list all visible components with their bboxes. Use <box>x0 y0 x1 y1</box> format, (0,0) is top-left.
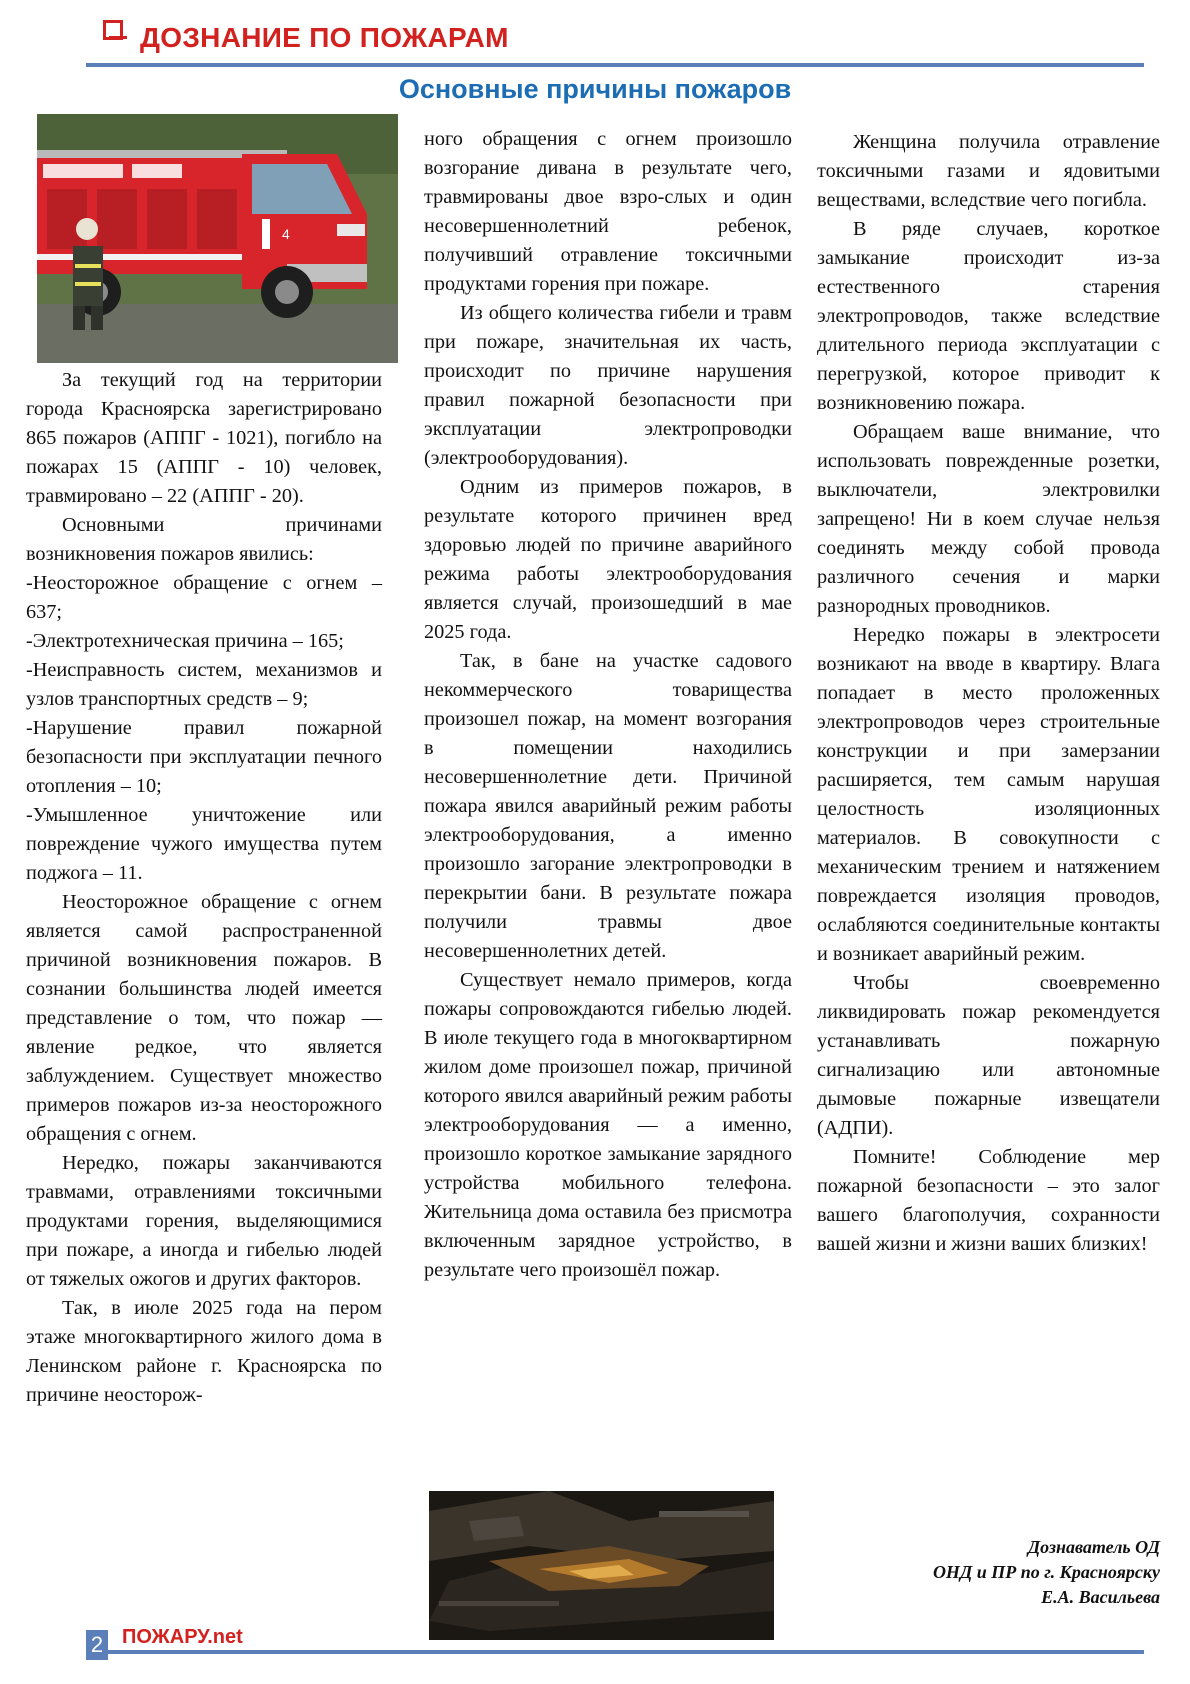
paragraph: Нередко, пожары заканчиваются травмами, отравлениями токсичными продуктами горения, выделяющимися при пожаре, а иногда и гибелью людей от тяжелых ожогов и других факторов. <box>26 1152 382 1290</box>
paragraph: Неосторожное обращение с огнем является самой распространенной причиной возникновения пожаров. В сознании большинства людей имеется представление о том, что пожар — явление редкое, что является заблуждением. Существует множество примеров пожаров из-за неосторожного обращения с огнем. <box>26 891 382 1145</box>
section-title: ДОЗНАНИЕ ПО ПОЖАРАМ <box>140 22 509 53</box>
text-column-3 <box>817 128 1160 1259</box>
footer-divider <box>108 1650 1144 1654</box>
svg-text:4: 4 <box>282 226 290 242</box>
paragraph: Помните! Соблюдение мер пожарной безопасности – это залог вашего благополучия, сохранности вашей жизни и жизни ваших близких! <box>817 1146 1160 1255</box>
author-signature <box>830 1535 1160 1610</box>
paragraph: ного обращения с огнем произошло возгорание дивана в результате чего, травмированы двое взро-слых и один несовершеннолетний ребенок, получивший отравление токсичными продуктами горения при пожаре. <box>424 128 792 295</box>
paragraph: Существует немало примеров, когда пожары сопровождаются гибелью людей. В июле текущего года в многоквартирном жилом доме произошел пожар, причиной которого явился аварийный режим работы электрооборудования — а именно, произошло короткое замыкание зарядного устройства мобильного телефона. Жительница дома оставила без присмотра включенным зарядное устройство, в результате чего произошёл пожар. <box>424 969 792 1281</box>
paragraph: Нередко пожары в электросети возникают на вводе в квартиру. Влага попадает в место проложенных электропроводов через строительные конструкции и при замерзании расширяется, тем самым нарушая целостность изоляционных материалов. В совокупности с механическим трением и натяжением повреждается изоляция проводов, ослабляются соединительные контакты и возникает аварийный режим. <box>817 624 1160 965</box>
paragraph-causes-intro: Основными причинами возникновения пожаров явились: <box>26 514 382 565</box>
list-item: -Электротехническая причина – 165; <box>26 630 344 652</box>
author-position: Дознаватель ОД <box>1027 1537 1160 1557</box>
burned-ceiling-photo <box>429 1491 774 1640</box>
paragraph: Одним из примеров пожаров, в результате которого причинен вред здоровью людей по причине аварийного режима работы электрооборудования является случай, произошедший в мае 2025 года. <box>424 476 792 643</box>
header-divider <box>86 63 1144 67</box>
list-item: -Неосторожное обращение с огнем – 637; <box>26 572 382 623</box>
article-heading: Основные причины пожаров <box>398 74 792 104</box>
paragraph: Женщина получила отравление токсичными газами и ядовитыми веществами, вследствие чего погибла. <box>817 131 1160 211</box>
text-column-1 <box>26 366 382 1410</box>
checkbox-bullet-icon <box>103 20 123 40</box>
fire-truck-photo <box>37 114 398 363</box>
paragraph-statistics: За текущий год на территории города Красноярска зарегистрировано 865 пожаров (АППГ - 1021), погибло на пожарах 15 (АППГ - 10) человек, травмировано – 22 (АППГ - 20). <box>26 369 382 507</box>
paragraph: Так, в июле 2025 года на пером этаже многоквартирного жилого дома в Ленинском районе г. Красноярска по причине неосторож- <box>26 1297 382 1406</box>
author-name: Е.А. Васильева <box>1041 1587 1160 1607</box>
list-item: -Умышленное уничтожение или повреждение чужого имущества путем поджога – 11. <box>26 804 382 884</box>
page-number: 2 <box>86 1630 108 1660</box>
paragraph: Из общего количества гибели и травм при пожаре, значительная их часть, происходит по причине нарушения правил пожарной безопасности при эксплуатации электропроводки (электрооборудования). <box>424 302 792 469</box>
author-department: ОНД и ПР по г. Красноярску <box>932 1562 1160 1582</box>
list-item: -Неисправность систем, механизмов и узлов транспортных средств – 9; <box>26 659 382 710</box>
paragraph: Чтобы своевременно ликвидировать пожар рекомендуется устанавливать пожарную сигнализацию или автономные дымовые пожарные извещатели (АДПИ). <box>817 972 1160 1139</box>
text-column-2 <box>424 125 792 1285</box>
paragraph: Так, в бане на участке садового некоммерческого товарищества произошел пожар, на момент возгорания в помещении находились несовершеннолетние дети. Причиной пожара явился аварийный режим работы электрооборудования, а именно произошло загорание электропроводки в перекрытии бани. В результате пожара получили травмы двое несовершеннолетних детей. <box>424 650 792 962</box>
paragraph: Обращаем ваше внимание, что использовать поврежденные розетки, выключатели, электровилки запрещено! Ни в коем случае нельзя соединять между собой провода различного сечения и марки разнородных проводников. <box>817 421 1160 617</box>
paragraph: В ряде случаев, короткое замыкание происходит из-за естественного старения электропроводов, также вследствие длительного периода эксплуатации с перегрузкой, которое приводит к возникновению пожара. <box>817 218 1160 414</box>
brand-logo: ПОЖАРУ.net <box>122 1626 243 1648</box>
list-item: -Нарушение правил пожарной безопасности при эксплуатации печного отопления – 10; <box>26 717 382 797</box>
